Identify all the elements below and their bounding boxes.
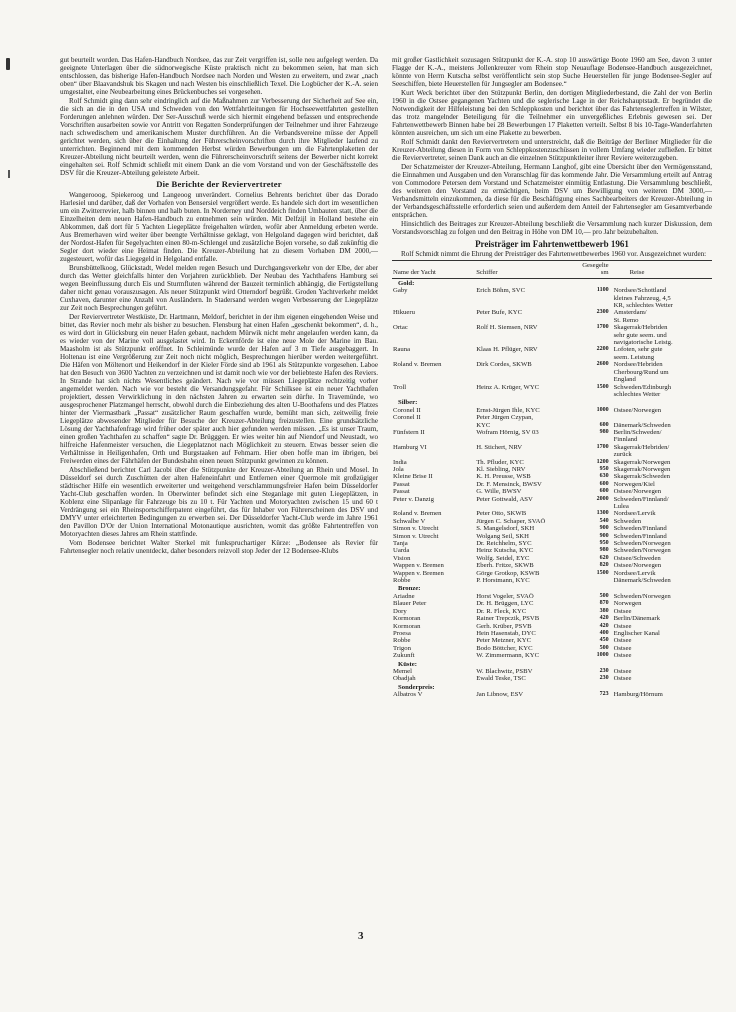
table-row <box>392 302 712 309</box>
sailed-distance: 1500 <box>596 383 609 390</box>
yacht-name: Fünfstern II <box>393 428 425 436</box>
skipper-name: Görge Grotkop, KSWB <box>476 569 540 577</box>
trip-description: Finnland <box>613 436 638 444</box>
award-category: Sonderpreis: <box>398 683 435 691</box>
sailed-distance: 723 <box>599 691 609 698</box>
table-row <box>392 369 712 376</box>
skipper-name: P. Horstmann, KYC <box>476 577 530 585</box>
trip-description: seem. Leistung <box>613 353 655 361</box>
trip-description: Amsterdam/ <box>613 309 647 317</box>
sailed-distance <box>581 302 610 309</box>
trip-description: Ostsee <box>613 644 632 652</box>
sailed-distance: 900 <box>599 525 609 532</box>
sailed-distance: 2200 <box>596 346 609 353</box>
trip-description: Ostsee <box>613 652 632 660</box>
sailed-distance <box>581 339 610 346</box>
yacht-name: Passat <box>393 488 410 496</box>
award-category: Gold: <box>398 279 415 287</box>
category-row <box>392 398 712 406</box>
yacht-name: Tanja <box>393 540 408 548</box>
sailed-distance: 1000 <box>596 652 609 659</box>
yacht-name: Simon v. Utrecht <box>393 525 439 533</box>
table-row <box>392 525 712 532</box>
skipper-name: KYC <box>476 421 491 429</box>
skipper-name: Wolgang Seil, SKH <box>476 532 529 540</box>
table-row <box>392 608 712 615</box>
table-row <box>392 562 712 569</box>
table-row <box>392 691 712 698</box>
skipper-name: Ewald Teske, TSC <box>476 675 526 683</box>
sailed-distance: 1700 <box>596 324 609 331</box>
table-row <box>392 391 712 398</box>
sailed-distance: 420 <box>599 615 609 622</box>
sailed-distance: 600 <box>599 488 609 495</box>
sailed-distance: 980 <box>599 428 609 435</box>
table-row <box>392 510 712 517</box>
sailed-distance <box>581 436 610 443</box>
sailed-distance: 1000 <box>596 406 609 413</box>
sailed-distance <box>581 332 610 339</box>
yacht-name: Passat <box>393 480 410 488</box>
award-category: Küste: <box>398 660 417 668</box>
sailed-distance: 900 <box>599 532 609 539</box>
table-row <box>392 295 712 302</box>
award-category: Silber: <box>398 399 418 407</box>
yacht-name: Kormoran <box>393 615 421 623</box>
table-row <box>392 488 712 495</box>
trip-description: St. Remo <box>613 316 639 324</box>
skipper-name <box>475 339 581 346</box>
skipper-name <box>475 391 581 398</box>
yacht-name: Wappen v. Bremen <box>393 562 444 570</box>
yacht-name <box>392 436 475 443</box>
skipper-name: Dirk Cordes, SKWB <box>476 361 532 369</box>
skipper-name <box>475 436 581 443</box>
trip-description: Ostsee <box>613 667 632 675</box>
sailed-distance: 500 <box>599 644 609 651</box>
skipper-name: Wolfg. Seidel, EYC <box>476 554 530 562</box>
yacht-name: Troll <box>393 383 407 391</box>
trip-description: Schweden/Edinburgh <box>613 383 672 391</box>
trip-description: Schweden <box>613 517 642 525</box>
sailed-distance: 600 <box>599 480 609 487</box>
skipper-name: Heinz Kutscha, KYC <box>476 547 534 555</box>
sailed-distance: 2000 <box>596 495 609 502</box>
yacht-name: Memel <box>393 667 412 675</box>
skipper-name: K. H. Preusse, WSB <box>476 473 531 481</box>
sailed-distance: 2600 <box>596 361 609 368</box>
paragraph: Hinsichtlich des Beitrages zur Kreuzer-Abteilung beschließt die Versammlung nach kurzer Diskussion, dem Vorstandsvorschlag zu folgen und den Beitrag in Höhe von DM 10,— pro Jahr beizubehalten. <box>392 220 712 236</box>
skipper-name: Erich Böhm, SVC <box>476 287 526 295</box>
sailed-distance <box>581 369 610 376</box>
table-row <box>392 496 712 503</box>
trip-description: Norwegen <box>613 600 642 608</box>
skipper-name <box>475 332 581 339</box>
skipper-name: Dr. F. Mensinck, BWSV <box>476 480 542 488</box>
sailed-distance: 500 <box>599 592 609 599</box>
yacht-name: Uarda <box>393 547 410 555</box>
trip-description: Ostsee/Norwegen <box>613 562 662 570</box>
sailed-distance: 620 <box>599 554 609 561</box>
table-row <box>392 593 712 600</box>
skipper-name: W. Blachwitz, PSBV <box>476 667 533 675</box>
table-row <box>392 540 712 547</box>
skipper-name: Bodo Böttcher, KYC <box>476 644 533 652</box>
trip-description: Skagerrak/Hebriden <box>613 324 668 332</box>
skipper-name: Kl. Siebling, NRV <box>476 465 526 473</box>
skipper-name: Gerh. Krüber, PSVB <box>476 622 532 630</box>
skipper-name <box>475 369 581 376</box>
column-header-skipper: Schiffer <box>475 261 581 279</box>
yacht-name <box>392 302 475 309</box>
skipper-name: Heinz A. Krüger, WYC <box>476 383 540 391</box>
table-row <box>392 630 712 637</box>
trip-description: England <box>613 376 636 384</box>
yacht-name <box>392 295 475 302</box>
yacht-name: Kleine Brise II <box>393 473 433 481</box>
sailed-distance <box>581 503 610 510</box>
table-row <box>392 623 712 630</box>
sailed-distance: 820 <box>599 562 609 569</box>
category-row <box>392 584 712 592</box>
table-body <box>392 278 712 698</box>
sailed-distance: 1200 <box>596 458 609 465</box>
paragraph: Der Reviervertreter Westküste, Dr. Hartmann, Meldorf, berichtet in der ihm eigenen eingehenden Weise und bittet, das Revier noch mehr als bisher zu besuchen. Flensburg hat einen Hafen „geschenkt bekommen“, d. h., es wird dort in Glücksburg ein neuer Hafen gebaut, nachdem Mürwik nicht mehr angelaufen werden kann, da es wieder von der Marine voll ausgelastet wird. In Eckernförde ist eine neue Mole der Marine im Bau. Maasholm ist als Stützpunkt eröffnet. In Schleimünde wurde der Hafen auf 3 m Tiefe ausgebaggert. In Holtenau ist eine Vergrößerung zur Zeit noch nicht möglich, Besprechungen hierüber werden weitergeführt. Die Häfen von Möltenort und Heikendorf in der Kieler Förde sind ab 1961 als Stützpunkte vorgesehen. Laboe hat den Besuch von 3600 Yachten zu verzeichnen und ist damit noch wie vor der beliebteste Hafen des Reviers. In Strande hat sich nichts Wesentliches geändert. Nach wie vor müssen Liegeplätze rechtzeitig vorher angemeldet werden. Nach wie vor besteht die Versandungsgefahr. Für Schilksee ist ein neuer Yachthafen projektiert, dessen Verwirklichung in den nächsten Jahren zu erwarten sein dürfte. In Travemünde, wo ausgesprochener Platzmangel herrscht, obwohl durch die Einbeziehung des alten U-Boothafens und des Platzes hinter der Viermastbark „Passat“ zusätzlicher Raum geschaffen wurde, bemüht man sich, zeitweilig freie Liegeplätze abwesender Mitglieder für Besuche der Kreuzer-Abteilung freizustellen. Eine grundsätzliche Lösung der Yachthafenfrage wird früher oder später auch hier gefunden werden müssen. „Es ist unser Traum, einen großen Yachthafen zu schaffen“ sagte Dr. Brügggen. Er wies weiter hin auf Niendorf und Neustadt, wo hilfreiche Hafenmeister versuchen, die Liegeplatznot nach Möglichkeit zu steuern. Etwas besser seien die Verhältnisse in Heiligenhafen, Orth und Burgstaaken auf Fehmarn. Hier oben hoffe man im übrigen, bei Freiwerden eines der Fährhäfen der Bundesbahn einen neuen Stützpunkt gewinnen zu können. <box>60 313 378 465</box>
page-number: 3 <box>358 930 364 942</box>
trip-description: Berlin/Schweden/ <box>613 428 662 436</box>
skipper-name: Peter Gottwald, ASV <box>476 495 533 503</box>
skipper-name: Jürgen C. Schaper, SVAÖ <box>476 517 546 525</box>
yacht-name: Blauer Peter <box>393 600 427 608</box>
table-row <box>392 615 712 622</box>
sailed-distance <box>581 451 610 458</box>
yacht-name <box>392 354 475 361</box>
sailed-distance <box>581 354 610 361</box>
section-heading: Die Berichte der Reviervertreter <box>156 179 282 189</box>
trip-description: Schweden/Finnland/ <box>613 495 669 503</box>
yacht-name: Hikueru <box>393 309 415 317</box>
table-row <box>392 466 712 473</box>
trip-description: Ostsee/Norwegen <box>613 406 662 414</box>
yacht-name: Ariadne <box>393 592 415 600</box>
trip-description: Skagerrak/Norwegen <box>613 465 671 473</box>
table-row <box>392 555 712 562</box>
column-header-trip: Reise <box>610 261 712 279</box>
table-row <box>392 451 712 458</box>
yacht-name: Dory <box>393 607 407 615</box>
trip-description: Nordsee/Schottland <box>613 287 667 295</box>
skipper-name: Peter Metzner, KYC <box>476 637 532 645</box>
paragraph: Vom Bodensee berichtet Walter Sterkel mit funkspruchartiger Kürze: „Bodensee als Revier für Fahrtensegler noch relativ unentdeckt, daher besonders reizvoll stop Jeder der 12 Bodensee-Klubs <box>60 539 378 555</box>
table-row <box>392 600 712 607</box>
trip-description: Dänemark/Schweden <box>613 421 671 429</box>
yacht-name: Jola <box>393 465 404 473</box>
sailed-distance: 1300 <box>596 510 609 517</box>
binding-mark <box>8 170 10 178</box>
skipper-name <box>475 354 581 361</box>
trip-description: KR, schlechtes Wetter <box>613 302 673 310</box>
trip-description: Schweden/Norwegen <box>613 540 671 548</box>
skipper-name: Wofram Hörnig, SV 03 <box>476 428 539 436</box>
trip-description <box>610 414 712 421</box>
yacht-name <box>392 503 475 510</box>
yacht-name: Ortac <box>393 324 408 332</box>
sailed-distance: 2300 <box>596 309 609 316</box>
sailed-distance <box>581 317 610 324</box>
table-row <box>392 324 712 331</box>
paragraph: gut beurteilt worden. Das Hafen-Handbuch Nordsee, das zur Zeit vergriffen ist, solle neu aufgelegt werden. Da geeignete Unterlagen über die südnorwegische Küste praktisch nicht zu bekommen seien, hat man sich entschlossen, das bisherige Hafen-Handbuch Nordsee nach Norden und Westen zu erweitern, und zwar „nach oben“ über Blaavandshuk bis Skagen und nach Westen bis einschließlich Texel. Die Logbücher der K.-A. seien umgestaltet, eine Neubearbeitung eines Brückenbuches sei vorgesehen. <box>60 56 378 96</box>
sailed-distance: 980 <box>599 547 609 554</box>
trip-description: Ostsee <box>613 622 632 630</box>
yacht-name: Kormoran <box>393 622 421 630</box>
trip-description: kleines Fahrzeug, 4,5 <box>613 294 671 302</box>
skipper-name: Peter Otto, SKWB <box>476 510 527 518</box>
trip-description: Nordsee/Lervik <box>613 569 656 577</box>
yacht-name <box>392 376 475 383</box>
sailed-distance: 380 <box>599 607 609 614</box>
yacht-name: Vision <box>393 554 411 562</box>
skipper-name: Klaas H. Pflüger, NRV <box>476 346 538 354</box>
skipper-name: Dr. H. Brüggen, LYC <box>476 600 534 608</box>
skipper-name: Dr. R. Fleck, KYC <box>476 607 527 615</box>
table-row <box>392 309 712 316</box>
sailed-distance: 600 <box>599 421 609 428</box>
table-row <box>392 481 712 488</box>
trip-description: Hamburg/Hörnum <box>613 691 663 699</box>
sailed-distance <box>581 376 610 383</box>
table-row <box>392 287 712 294</box>
sailed-distance: 420 <box>599 622 609 629</box>
yacht-name: Coronel II <box>393 406 421 414</box>
skipper-name <box>475 295 581 302</box>
skipper-name: Ernst-Jürgen Ihle, KYC <box>476 406 540 414</box>
skipper-name: Th. Pfluder, KYC <box>476 458 524 466</box>
table-row <box>392 361 712 368</box>
category-row <box>392 278 712 287</box>
table-row <box>392 407 712 414</box>
table-row <box>392 533 712 540</box>
yacht-name: Robbe <box>393 577 411 585</box>
table-row <box>392 503 712 510</box>
skipper-name: Rolf H. Siemsen, NRV <box>476 324 538 332</box>
table-row <box>392 346 712 353</box>
table-row <box>392 414 712 421</box>
yacht-name: Simon v. Utrecht <box>393 532 439 540</box>
skipper-name <box>475 302 581 309</box>
table-header-row <box>392 261 712 279</box>
trip-description: Schweden/Finnland <box>613 532 667 540</box>
table-row <box>392 668 712 675</box>
trip-description: Nordsee/Hebriden <box>613 361 663 369</box>
sailed-distance: 1700 <box>596 443 609 450</box>
trip-description: Lulea <box>613 503 629 510</box>
yacht-name <box>392 451 475 458</box>
table-row <box>392 339 712 346</box>
right-column <box>392 56 712 699</box>
yacht-name: Robbe <box>393 637 411 645</box>
table-row <box>392 384 712 391</box>
table-row <box>392 354 712 361</box>
table-row <box>392 317 712 324</box>
yacht-name <box>392 422 475 429</box>
sailed-distance: 630 <box>599 473 609 480</box>
left-column <box>60 56 378 556</box>
trip-description: Lofoten, sehr gute <box>613 346 663 354</box>
trip-description: Berlin/Dänemark <box>613 615 661 623</box>
column-header-distance: Gesegelte sm <box>582 262 609 277</box>
yacht-name: Coronel II <box>393 414 421 422</box>
sailed-distance: 230 <box>599 675 609 682</box>
yacht-name: Zukunft <box>393 652 415 660</box>
table-row <box>392 332 712 339</box>
yacht-name <box>392 391 475 398</box>
sailed-distance: 230 <box>599 667 609 674</box>
skipper-name: Peter Bufe, KYC <box>476 309 523 317</box>
trip-description: Ostsee <box>613 607 632 615</box>
skipper-name <box>475 503 581 510</box>
table-intro: Rolf Schmidt nimmt die Ehrung der Preisträger des Fahrtenwettbewerbes 1960 vor. Ausgezeichnet wurden: <box>401 250 707 258</box>
skipper-name: Horst Vogeler, SVAÖ <box>476 592 534 600</box>
sailed-distance: 1100 <box>596 287 609 294</box>
table-row <box>392 652 712 659</box>
paragraph: Rolf Schmidt dankt den Reviervertretern und unterstreicht, daß die Beiträge der Berliner Mitglieder für die Kreuzer-Abteilung diesen in Form von Schleppkostenzuschüssen in vollem Umfang wieder zufließen. Er bittet die Reviervertreter, seinen Dank auch an die einzelnen Stützpunktleiter ihrer Reviere weiterzugeben. <box>392 138 712 162</box>
trip-description: Englischer Kanal <box>613 629 660 637</box>
skipper-name: Hein Hasenstab, DYC <box>476 629 536 637</box>
skipper-name: Eberh. Fritze, SKWB <box>476 562 534 570</box>
yacht-name: Roland v. Bremen <box>393 510 442 518</box>
prize-table <box>392 260 712 699</box>
binding-mark <box>6 58 10 70</box>
yacht-name: Gaby <box>393 287 408 295</box>
paragraph: Kurt Weck berichtet über den Stützpunkt Berlin, den dortigen Mitgliederbestand, die Zahl der von Berlin 1960 in die Ostsee gegangenen Yachten und die seglerische Lage in der Reichshauptstadt. Er begründet die Notwendigkeit der Hilfeleistung bei den Schleppkosten und berichtet über das Fahrtenseglertreffen in Wilster, das trotz mangelnder Beteiligung für die Teilnehmer ein unvergeßliches Erlebnis gewesen sei. Der Fahrtenwettbewerb Binnen habe bei 28 Bewerbungen 17 Plaketten verteilt. Selbst 8 bis 10-Tage-Wanderfahrten könnten ausreichen, um sich um eine Plakette zu bewerben. <box>392 89 712 137</box>
sailed-distance: 450 <box>599 637 609 644</box>
table-row <box>392 459 712 466</box>
award-category: Bronze: <box>398 585 421 593</box>
skipper-name <box>475 376 581 383</box>
trip-description: Schweden/Norwegen <box>613 547 671 555</box>
category-row <box>392 660 712 668</box>
table-row <box>392 473 712 480</box>
yacht-name <box>392 317 475 324</box>
trip-description: Ostsee/Schweden <box>613 554 661 562</box>
paragraph: Abschließend berichtet Carl Jacobi über die Stützpunkte der Kreuzer-Abteilung an Rhein und Mosel. In Düsseldorf sei durch Zuschütten der alten Hafeneinfahrt und Entfernen einer Quermole mit großzügiger städtischer Hilfe ein wesentlich erweiterter und weitgehend verschlammungsfreier Hafen beim Düsseldorfer Yacht-Club geschaffen worden. In Oberwinter befindet sich eine Steganlage mit guten Liegeplätzen, in Koblenz eine Slipanlage für Fahrzeuge bis zu 10 t. Für Yachten und Motoryachten zwischen 15 und 60 t Verdrängung sei ein Rheinsportschifferpatent eingeführt, das für Inhaber von Führerscheinen des DSV und DMYV unter erleichterten Bedingungen zu erwerben sei. Der Düsseldorfer Yacht-Club werde im Jahre 1961 den Pavillon D'Or der Union International Motonautique ausrichten, womit das größte Fahrtentreffen von Motoryachten dieses Jahres am Rhein stattfinde. <box>60 466 378 538</box>
table-row <box>392 577 712 584</box>
yacht-name: Schwalbe V <box>393 517 426 525</box>
paragraph: Brunsbüttelkoog, Glückstadt, Wedel melden regen Besuch und Durchgangsverkehr von der Elbe, der aber durch das Wetter gleichfalls hinter den Vorjahren zurückblieb. Der Neubau des Yachthafens Hamburg sei wegen Beeinflussung durch Eis und Sturmfluten während der Bauzeit terminlich abhängig, die Fertigstellung daher nicht genau vorauszusagen. Als neuer Stützpunkt wird Otterndorf begrüßt. Groden Yachtverkehr meldet Cuxhaven, darunter eine Anzahl von Ausländern. In Stadersand werden wegen Verbesserung der Liegeplätze zur Zeit noch Besprechungen geführt. <box>60 264 378 312</box>
yacht-name: Proesa <box>393 629 411 637</box>
trip-description: navigatorische Leistg. <box>613 339 673 347</box>
table-row <box>392 422 712 429</box>
yacht-name: Obadjah <box>393 675 416 683</box>
trip-description: Dänemark/Schweden <box>613 577 671 585</box>
sailed-distance: 1500 <box>596 569 609 576</box>
sailed-distance: 870 <box>599 600 609 607</box>
table-row <box>392 444 712 451</box>
trip-description: Schweden/Finnland <box>613 525 667 533</box>
yacht-name <box>392 332 475 339</box>
skipper-name: Rainer Trepczik, PSVB <box>476 615 540 623</box>
trip-description: Cherbourg/Rund um <box>613 368 669 376</box>
table-row <box>392 570 712 577</box>
paragraph: Der Schatzmeister der Kreuzer-Abteilung, Hermann Langhof, gibt eine Übersicht über den Vermögensstand, die Einnahmen und Ausgaben und den Voranschlag für das kommende Jahr. Die Versammlung erteilt auf Antrag von Commodore Petersen dem Vorstand und Schatzmeister einmütig Entlastung. Die Versammlung beschließt, des weiteren den Vorstand zu ermächtigen, beim DSV um Bewilligung von weiteren DM 3000,— Verbandsmitteln einzukommen, da diese für die Beschäftigung eines Sachbearbeiters der Kreuzer-Abteilung in der Verbandsgeschäftsstelle erforderlich seien und außerdem dem Anteil der Fahrtensegler am Gesamtverbande entsprächen. <box>392 163 712 219</box>
trip-description: Ostsee <box>613 637 632 645</box>
skipper-name: W. Zimmermann, KYC <box>476 652 540 660</box>
paragraph: Wangerooog, Spiekeroog und Langeoog unverändert. Cornelius Behrents berichtet über das Dorado Harlesiel und darüber, daß der Vorhafen von Bensersiel vergrößert werde. Es handele sich dort im wesentlichen um ein Zwitterrevier, halb binnen und halb buten. In Norderney und Norddeich finden Umbauten statt, über die Einzelheiten dem neuen Hafen-Handbuch zu entnehmen sein würden. Mit Delfzijl in Holland bestehe ein Abkommen, daß dort für 5 Yachten Liegeplätze freigehalten würden, wofür aber Anmeldung erbeten werde. Aus Bremerhaven wird weiter über beengte Verhältnisse geklagt, von Helgoland dagegen wird berichtet, daß der Nordost-Hafen für Segelyachten einen 80-m-Schlengel und zusätzliche Bojen vorsehe, so daß zukünftig die Segler dort wieder eine Heimat finden. Die Kreuzer-Abteilung hat zu diesem Vorhaben DM 2000,— zugesteuert, wofür das Liegegeld in Helgoland entfalle. <box>60 191 378 263</box>
table-row <box>392 429 712 436</box>
table-row <box>392 436 712 443</box>
sailed-distance: 540 <box>599 517 609 524</box>
sailed-distance: 950 <box>599 540 609 547</box>
skipper-name: Dr. Reichhelm, SYC <box>476 540 532 548</box>
table-row <box>392 637 712 644</box>
trip-description: Schweden/Norwegen <box>613 592 671 600</box>
yacht-name: Hamburg VI <box>393 443 427 451</box>
sailed-distance <box>581 577 610 584</box>
sailed-distance: 400 <box>599 629 609 636</box>
trip-description: Ostsee/Norwegen <box>613 488 662 496</box>
trip-description: schlechtes Wetter <box>613 390 661 398</box>
yacht-name: Rauna <box>393 346 411 354</box>
paragraph: mit großer Gastlichkeit sozusagen Stützpunkt der K.-A. stop 10 auswärtige Boote 1960 am See, davon 3 unter Flagge der K.-A., meistens Jollenkreuzer vom Rhein stop Neuauflage Bodensee-Handbuch ausgezeichnet, könnte von Herrn Kutscha selbst veröffentlicht sein stop Suche Heuerstellen für junge Bodensee-Segler auf Seeschiffen, biete Heuerstellen für Jungsegler am Bodensee.“ <box>392 56 712 88</box>
yacht-name: Peter v. Danzig <box>393 495 434 503</box>
yacht-name <box>392 339 475 346</box>
table-row <box>392 376 712 383</box>
yacht-name: Wappen v. Bremen <box>393 569 444 577</box>
trip-description: Skagerrak/Schweden <box>613 473 671 481</box>
yacht-name: India <box>393 458 407 466</box>
table-row <box>392 645 712 652</box>
trip-description: Ostsee <box>613 675 632 683</box>
section-heading: Preisträger im Fahrtenwettbewerb 1961 <box>475 239 629 249</box>
column-header-yacht: Name der Yacht <box>392 261 475 279</box>
skipper-name: S. Mangelsdorf, SKH <box>476 525 535 533</box>
table-row <box>392 547 712 554</box>
trip-description: Norwegen/Kiel <box>613 480 655 488</box>
trip-description: Skagerrak/Norwegen <box>613 458 671 466</box>
yacht-name: Roland v. Bremen <box>393 361 442 369</box>
table-row <box>392 518 712 525</box>
trip-description: Nordsee/Lervik <box>613 510 656 518</box>
sailed-distance <box>581 391 610 398</box>
skipper-name: H. Stichert, NRV <box>476 443 523 451</box>
sailed-distance: 950 <box>599 465 609 472</box>
yacht-name <box>392 369 475 376</box>
sailed-distance <box>581 295 610 302</box>
yacht-name: Trigon <box>393 644 411 652</box>
trip-description: Skagerrak/Hebriden/ <box>613 443 670 451</box>
skipper-name: Jan Libnow, ESV <box>476 691 524 699</box>
sailed-distance <box>581 414 610 421</box>
category-row <box>392 683 712 691</box>
paragraph: Rolf Schmidt ging dann sehr eindringlich auf die Maßnahmen zur Verbesserung der Sicherheit auf See ein, die sich an die in den USA und Schweden von den Wettfahrtleitungen für Hochseewettfahrten gestellten Forderungen anlehnen würden. Der Ser-Ausschuß werde sich hiermit eingehend befassen und entsprechende Vorschriften ausarbeiten sowie vor Antritt von Regatten Sonderprüfungen der Teilnehmer und ihrer Fahrzeuge nach schwedischem und amerikanischem Muster durchführen. An die Verbandsvereine müsse der Appell gerichtet werden, sich über die Einhaltung der Führerscheinvorschriften durch ihre Mitglieder laufend zu unterrichten. Beginnend mit dem kommenden Herbst würden Bewerbungen um die Fahrtenplaketten der Kreuzer-Abteilung nicht beurteilt werden, wenn die Führerscheinvorschrift seitens der Bewerber nicht korrekt eingehalten sei. Rolf Schmidt schließt mit einem Dank an die vom Vorstand und von der Geschäftsstelle des DSV für die Kreuzer-Abteilung geleistete Arbeit. <box>60 97 378 177</box>
trip-description: zurück <box>613 451 632 459</box>
skipper-name <box>475 451 581 458</box>
skipper-name <box>475 317 581 324</box>
skipper-name: G. Wille, BWSV <box>476 488 522 496</box>
yacht-name: Albatros V <box>393 691 423 699</box>
trip-description: sehr gute seem. und <box>613 331 667 339</box>
table-row <box>392 675 712 682</box>
skipper-name: Peter Jürgen Czypan, <box>476 414 534 422</box>
